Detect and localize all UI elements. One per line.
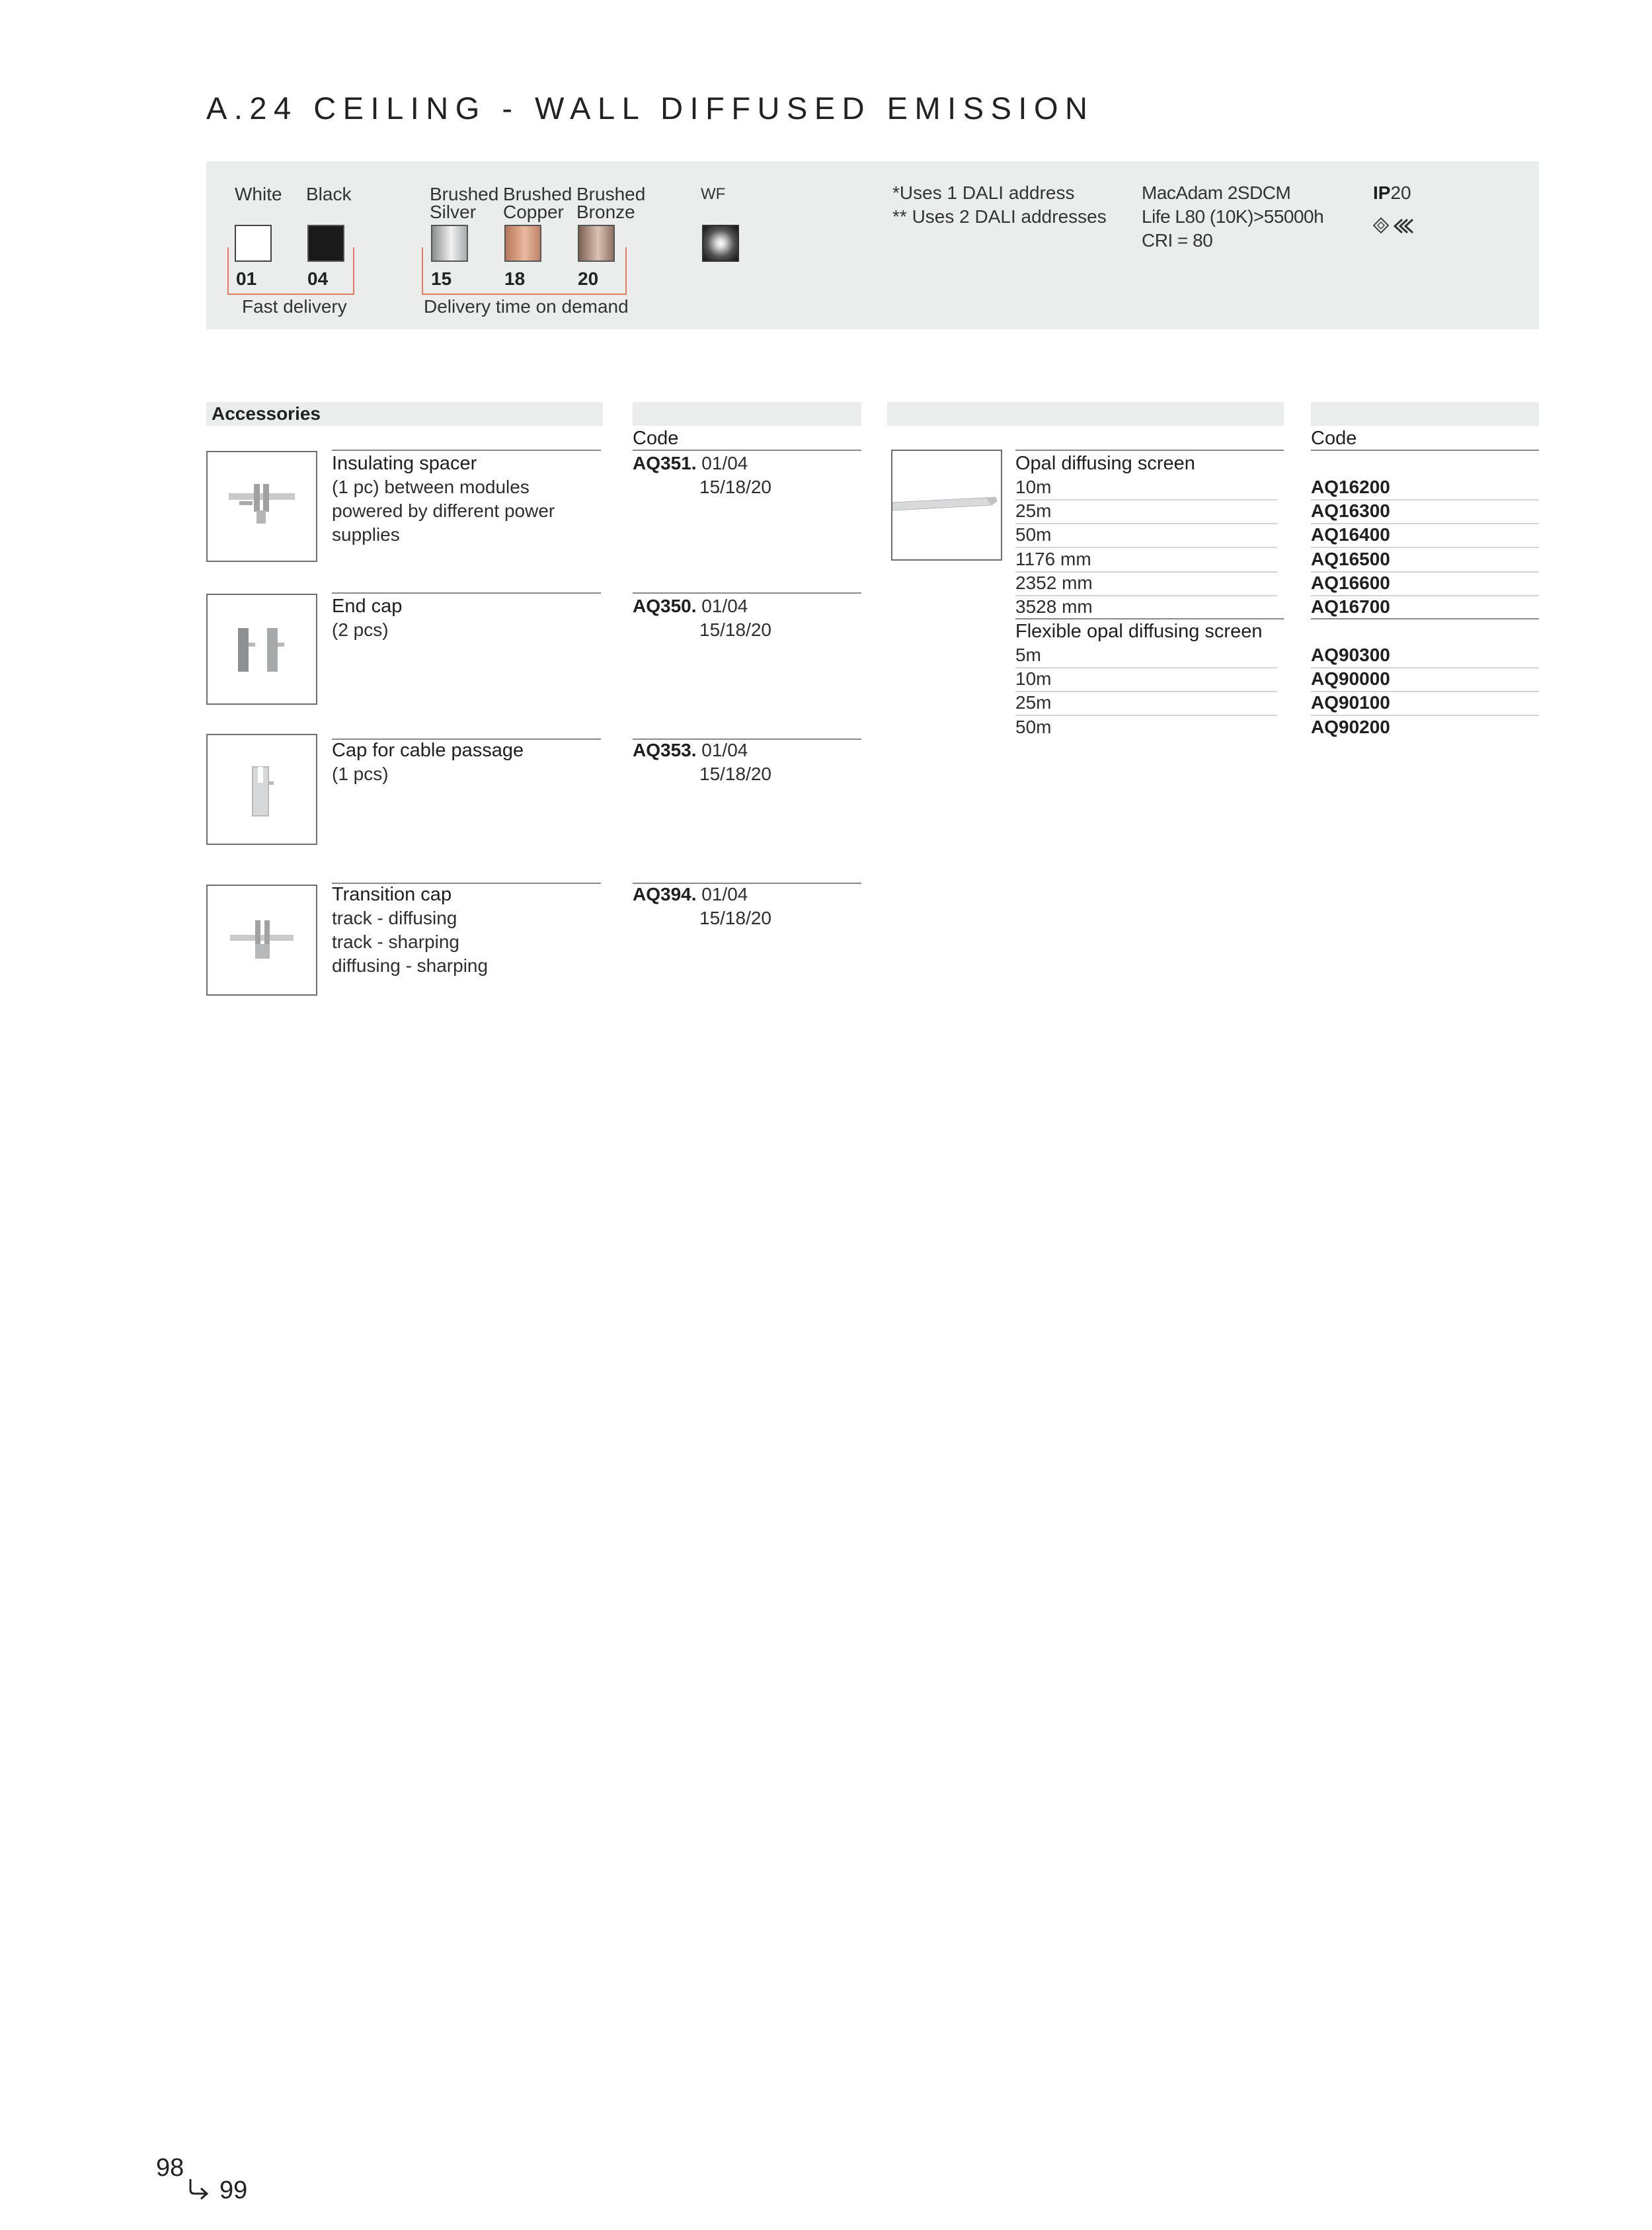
screen-size: 50m	[1015, 524, 1052, 545]
screen-row-rule	[1015, 499, 1277, 500]
next-page-arrow-icon	[188, 2176, 212, 2204]
spec-life: Life L80 (10K)>55000h	[1142, 206, 1324, 227]
flexible-title: Flexible opal diffusing screen	[1015, 621, 1263, 642]
transition-cap-image	[206, 885, 317, 996]
screens-code-band	[1311, 402, 1539, 426]
end-cap-image	[206, 594, 317, 705]
finish-label-silver-2: Silver	[430, 202, 477, 222]
screen-size: 25m	[1015, 692, 1052, 713]
finish-code-black: 04	[307, 268, 329, 289]
screen-size: 3528 mm	[1015, 596, 1093, 617]
item-code	[633, 883, 748, 906]
spec-notes	[1142, 181, 1323, 253]
finish-label-black: Black	[306, 184, 352, 204]
item-code-prefix: AQ350.	[633, 596, 697, 616]
fast-delivery-note: Fast delivery	[242, 296, 347, 317]
item-code	[633, 452, 748, 475]
item-code-prefix: AQ394.	[633, 884, 697, 904]
item-desc-line: diffusing - sharping	[332, 955, 489, 976]
screen-code: AQ16400	[1311, 524, 1390, 545]
item-desc-line: (1 pc) between modules	[332, 477, 530, 497]
item-finish-1: 01/04	[701, 596, 748, 616]
accessories-band	[206, 402, 603, 426]
item-finish-1: 01/04	[701, 884, 748, 904]
ip-value: 20	[1390, 182, 1411, 203]
item-desc-line: powered by different power	[332, 500, 555, 521]
finish-code-silver: 15	[431, 268, 452, 289]
next-page-number: 99	[219, 2176, 248, 2204]
item-rule	[332, 450, 601, 451]
finish-label-bronze-1: Brushed	[576, 184, 646, 204]
page-number: 98	[156, 2154, 184, 2182]
screens-code-header-rule	[1311, 450, 1539, 451]
item-desc-line: supplies	[332, 524, 400, 545]
code-header-rule	[633, 450, 861, 451]
item-finish-2: 15/18/20	[699, 908, 771, 928]
item-finish-1: 01/04	[701, 740, 748, 760]
ip-rating	[1373, 181, 1411, 205]
item-code	[633, 594, 748, 618]
finish-label-wf: WF	[701, 185, 726, 203]
item-desc	[332, 762, 389, 786]
item-desc-line: track - sharping	[332, 932, 459, 952]
spec-cri: CRI = 80	[1142, 230, 1213, 251]
screen-code: AQ16700	[1311, 596, 1390, 617]
item-name: Transition cap	[332, 884, 452, 905]
finish-label-silver	[430, 185, 498, 221]
screen-row-rule	[1015, 523, 1277, 524]
accessories-code-header: Code	[633, 428, 679, 449]
finish-code-copper: 18	[504, 268, 526, 289]
spec-macadam: MacAdam 2SDCM	[1142, 182, 1291, 203]
accessories-code-band	[633, 402, 861, 426]
opal-title: Opal diffusing screen	[1015, 453, 1195, 474]
screens-band	[887, 402, 1284, 426]
screen-size: 25m	[1015, 500, 1052, 522]
screen-size: 10m	[1015, 477, 1052, 497]
screen-code: AQ16500	[1311, 548, 1390, 569]
screen-code: AQ16200	[1311, 477, 1390, 497]
page-title: A.24 CEILING - WALL DIFFUSED EMISSION	[206, 91, 1095, 126]
flexible-code-rule	[1311, 618, 1539, 619]
item-desc-line: (1 pcs)	[332, 764, 389, 784]
item-finish-2: 15/18/20	[699, 619, 771, 640]
screen-size: 2352 mm	[1015, 572, 1093, 593]
item-desc	[332, 475, 555, 547]
opal-screen-image	[891, 450, 1002, 561]
screen-code: AQ90200	[1311, 716, 1390, 737]
item-desc	[332, 618, 389, 642]
screen-row-rule	[1015, 715, 1277, 716]
item-code-prefix: AQ351.	[633, 453, 697, 473]
finish-label-white: White	[235, 184, 282, 204]
accessories-title: Accessories	[212, 403, 321, 424]
item-code-prefix: AQ353.	[633, 740, 697, 760]
finish-label-copper	[503, 185, 572, 221]
dali-notes	[892, 181, 1107, 229]
dali-note-1: *Uses 1 DALI address	[892, 182, 1075, 203]
item-desc	[332, 906, 488, 978]
item-rule	[332, 592, 601, 594]
screen-size: 10m	[1015, 668, 1052, 690]
finish-label-copper-1: Brushed	[503, 184, 572, 204]
screen-size: 1176 mm	[1015, 548, 1091, 569]
item-code-rule	[633, 592, 861, 594]
item-finish-1: 01/04	[701, 453, 748, 473]
finish-code-bronze: 20	[578, 268, 599, 289]
finish-label-bronze	[576, 185, 645, 221]
item-name: Cap for cable passage	[332, 740, 524, 761]
insulating-spacer-image	[206, 451, 317, 562]
driver-class-icon	[1373, 217, 1421, 237]
swatch-wf	[702, 225, 739, 262]
screen-row-rule	[1015, 691, 1277, 692]
screen-code: AQ90000	[1311, 668, 1390, 690]
screen-size: 5m	[1015, 645, 1041, 665]
item-name: End cap	[332, 596, 403, 617]
screen-code: AQ16600	[1311, 572, 1390, 593]
item-finish-2: 15/18/20	[699, 764, 771, 784]
item-desc-line: track - diffusing	[332, 908, 457, 928]
screen-code: AQ90300	[1311, 645, 1390, 665]
screen-size: 50m	[1015, 716, 1052, 737]
screens-code-header: Code	[1311, 428, 1357, 449]
item-desc-line: (2 pcs)	[332, 619, 389, 640]
screen-code: AQ16300	[1311, 500, 1390, 522]
finishes-panel	[206, 161, 1539, 329]
cable-passage-cap-image	[206, 734, 317, 845]
finish-label-silver-1: Brushed	[430, 184, 499, 204]
ip-prefix: IP	[1373, 182, 1391, 203]
dali-note-2: ** Uses 2 DALI addresses	[892, 206, 1107, 227]
certification-icons	[1373, 217, 1421, 240]
item-name: Insulating spacer	[332, 453, 477, 474]
item-finish-2: 15/18/20	[699, 477, 771, 497]
demand-delivery-note: Delivery time on demand	[424, 296, 629, 317]
finish-label-copper-2: Copper	[503, 202, 564, 222]
opal-rule	[1015, 450, 1284, 451]
screen-code: AQ90100	[1311, 692, 1390, 713]
finish-code-white: 01	[236, 268, 257, 289]
finish-label-bronze-2: Bronze	[576, 202, 635, 222]
item-code	[633, 738, 748, 762]
screen-row-rule	[1015, 667, 1277, 668]
